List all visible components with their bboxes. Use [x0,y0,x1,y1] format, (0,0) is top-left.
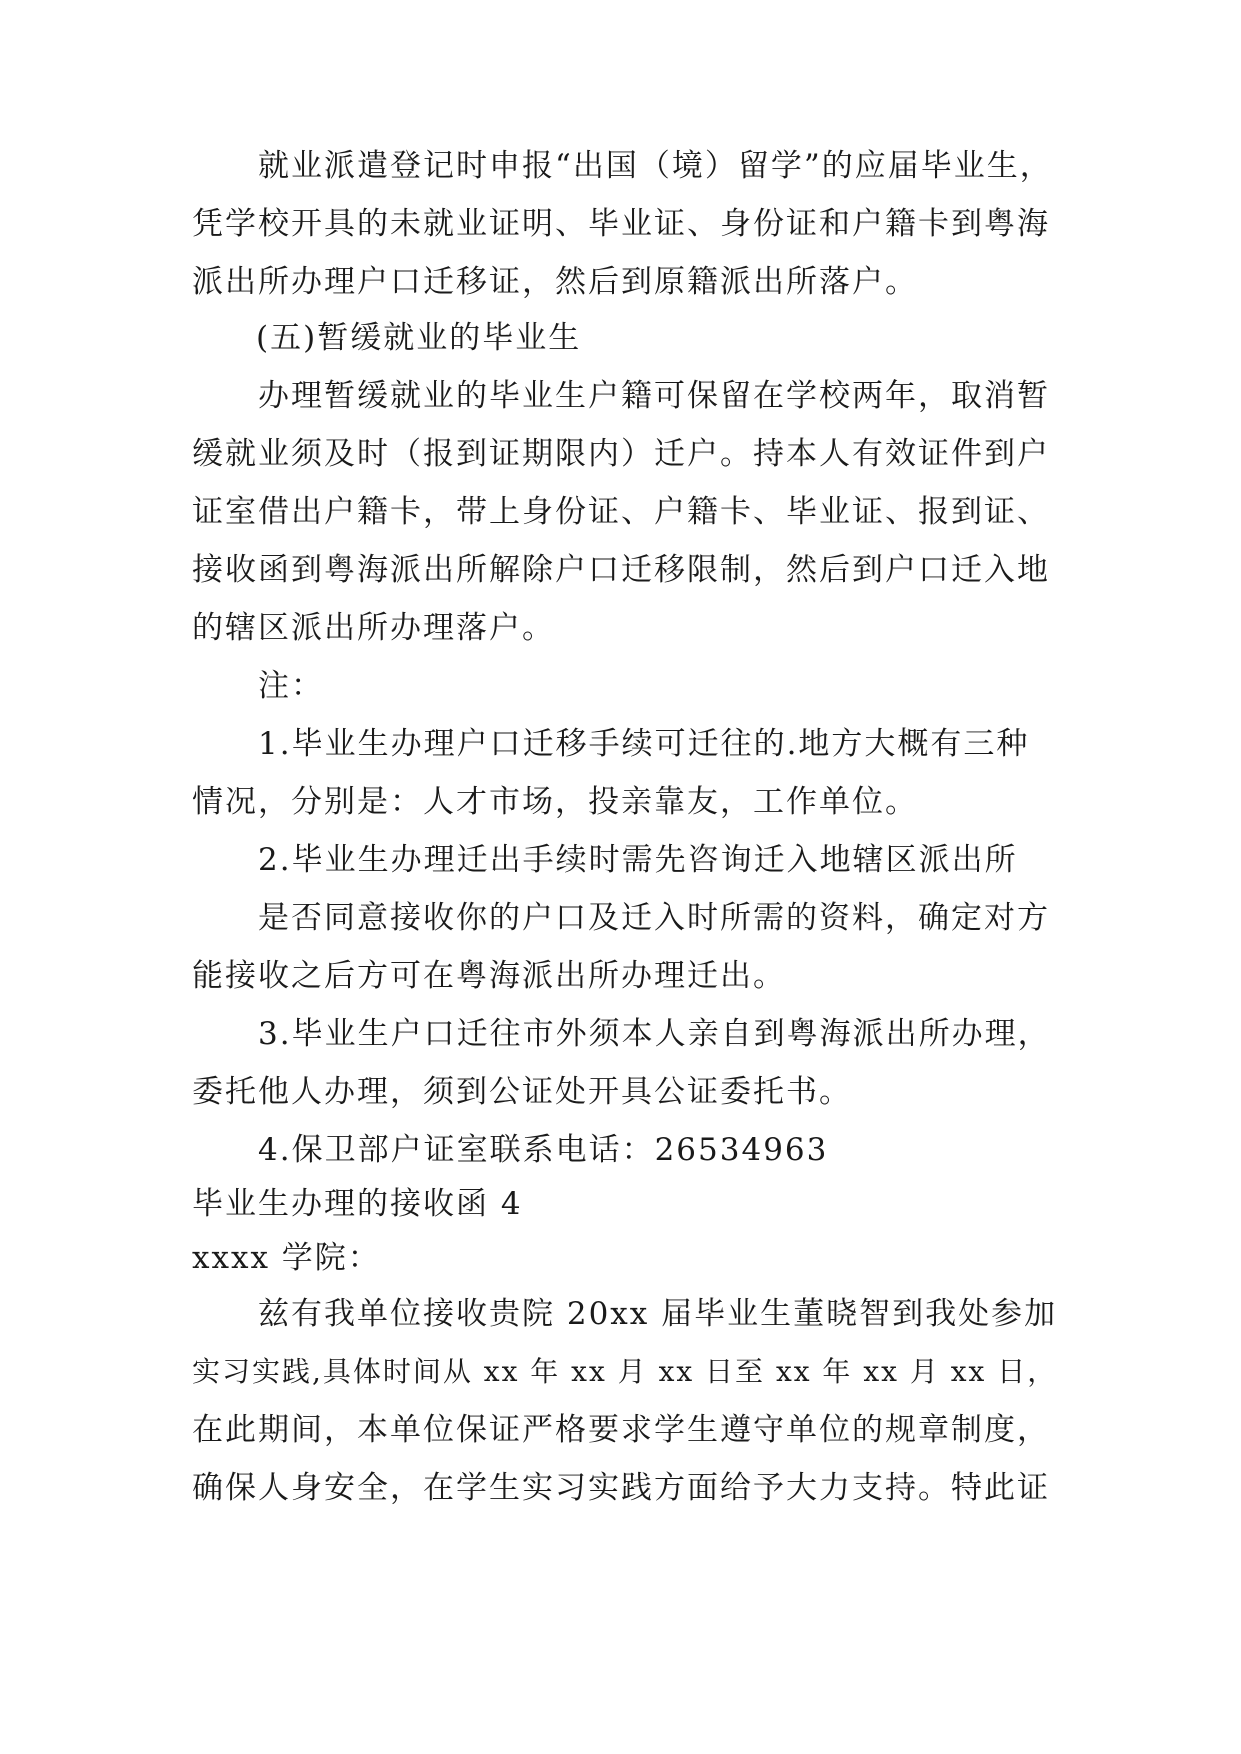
text-line: 接收函到粤海派出所解除户口迁移限制，然后到户口迁入地 [192,552,1050,588]
text-line: 情况，分别是：人才市场，投亲靠友，工作单位。 [192,784,918,820]
note-item: 1.毕业生办理户口迁移手续可迁往的.地方大概有三种 [258,726,1030,762]
text-line: 实习实践,具体时间从 xx 年 xx 月 xx 日至 xx 年 xx 月 xx 日， [192,1355,1058,1388]
text-line: 在此期间，本单位保证严格要求学生遵守单位的规章制度， [192,1412,1050,1448]
text-line: 凭学校开具的未就业证明、毕业证、身份证和户籍卡到粤海 [192,206,1050,242]
text-line: 能接收之后方可在粤海派出所办理迁出。 [192,958,786,994]
text-line: 缓就业须及时（报到证期限内）迁户。持本人有效证件到户 [192,436,1050,472]
document-title: 毕业生办理的接收函 4 [192,1186,523,1222]
text-line: 办理暂缓就业的毕业生户籍可保留在学校两年，取消暂 [258,378,1050,414]
note-label: 注： [258,668,324,704]
text-line: 就业派遣登记时申报“出国（境）留学”的应届毕业生， [258,148,1053,184]
text-line: 委托他人办理，须到公证处开具公证委托书。 [192,1074,852,1110]
text-line: 是否同意接收你的户口及迁入时所需的资料，确定对方 [258,900,1050,936]
section-heading: (五)暂缓就业的毕业生 [256,320,582,356]
note-item: 2.毕业生办理迁出手续时需先咨询迁入地辖区派出所 [258,842,1018,878]
text-line: 的辖区派出所办理落户。 [192,610,555,646]
note-item: 3.毕业生户口迁往市外须本人亲自到粤海派出所办理， [258,1016,1051,1052]
salutation: xxxx 学院： [192,1240,381,1276]
text-line: 兹有我单位接收贵院 20xx 届毕业生董晓智到我处参加 [258,1296,1058,1332]
text-line: 派出所办理户口迁移证，然后到原籍派出所落户。 [192,264,918,300]
note-item: 4.保卫部户证室联系电话：26534963 [258,1132,829,1168]
text-line: 证室借出户籍卡，带上身份证、户籍卡、毕业证、报到证、 [192,494,1050,530]
text-line: 确保人身安全，在学生实习实践方面给予大力支持。特此证 [192,1470,1050,1506]
